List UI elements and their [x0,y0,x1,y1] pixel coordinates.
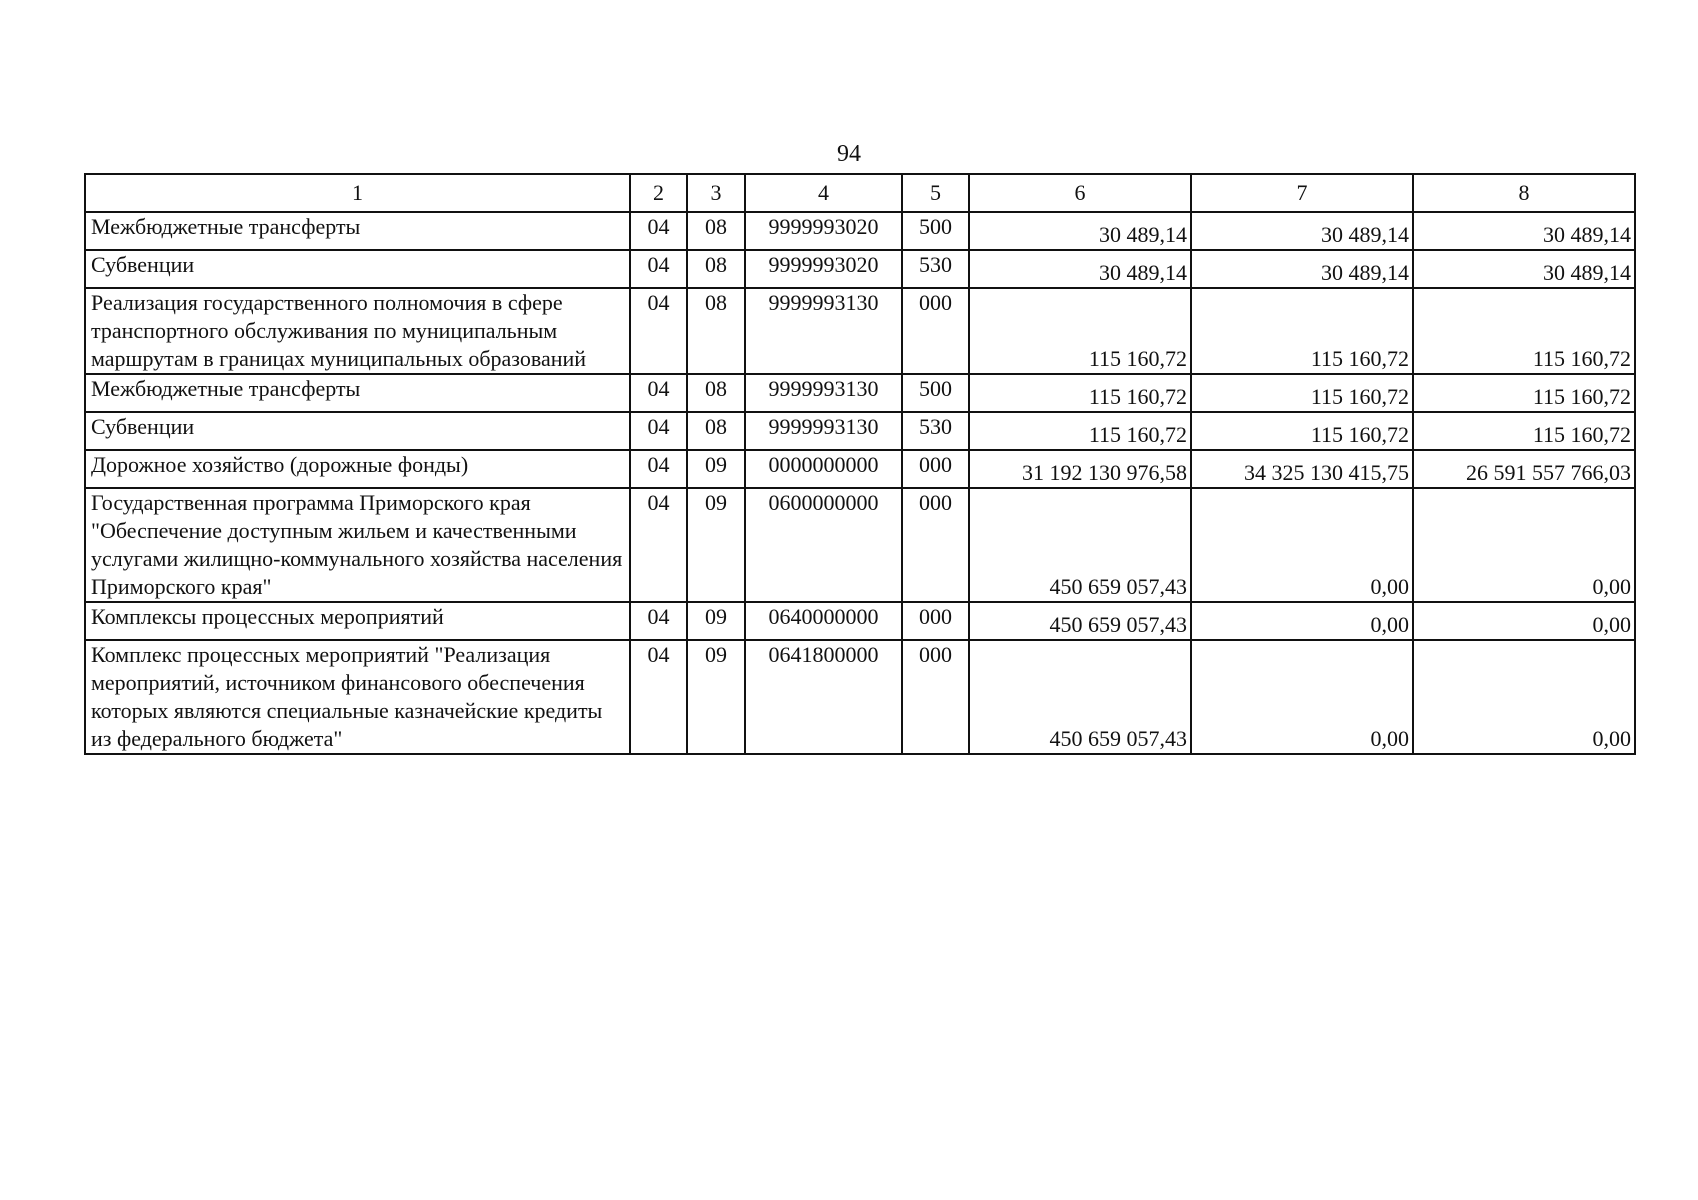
amount-col6-cell: 450 659 057,43 [969,640,1191,754]
expense-type-cell: 000 [902,450,969,488]
subsection-code-cell: 08 [687,288,745,374]
table-row [85,412,1635,450]
subsection-code-cell: 09 [687,450,745,488]
row-name-cell: Субвенции [85,250,630,288]
subsection-code-cell: 08 [687,374,745,412]
table-row [85,450,1635,488]
amount-col8-cell: 0,00 [1413,602,1635,640]
amount-col8-cell: 26 591 557 766,03 [1413,450,1635,488]
table-row [85,602,1635,640]
header-cell: 1 [85,174,630,212]
amount-col8-cell: 30 489,14 [1413,212,1635,250]
row-name-cell: Реализация государственного полномочия в сфере транспортного обслуживания по муниципальным маршрутам в границах муниципальных образований [85,288,630,374]
subsection-code-cell: 08 [687,250,745,288]
expense-type-cell: 530 [902,412,969,450]
table-header-row [85,174,1635,212]
amount-col6-cell: 115 160,72 [969,374,1191,412]
header-cell: 4 [745,174,902,212]
target-article-cell: 9999993020 [745,212,902,250]
section-code-cell: 04 [630,640,687,754]
subsection-code-cell: 08 [687,212,745,250]
section-code-cell: 04 [630,374,687,412]
table-row [85,250,1635,288]
amount-col8-cell: 115 160,72 [1413,288,1635,374]
row-name-cell: Субвенции [85,412,630,450]
section-code-cell: 04 [630,412,687,450]
amount-col7-cell: 34 325 130 415,75 [1191,450,1413,488]
amount-col6-cell: 31 192 130 976,58 [969,450,1191,488]
header-cell: 3 [687,174,745,212]
row-name-cell: Государственная программа Приморского края "Обеспечение доступным жильем и качественными услугами жилищно-коммунального хозяйства населения Приморского края" [85,488,630,602]
target-article-cell: 0641800000 [745,640,902,754]
section-code-cell: 04 [630,450,687,488]
row-name-cell: Комплексы процессных мероприятий [85,602,630,640]
section-code-cell: 04 [630,212,687,250]
header-cell: 5 [902,174,969,212]
table-row [85,640,1635,754]
amount-col6-cell: 115 160,72 [969,412,1191,450]
header-cell: 8 [1413,174,1635,212]
row-name-cell: Межбюджетные трансферты [85,374,630,412]
expense-type-cell: 000 [902,488,969,602]
row-name-cell: Комплекс процессных мероприятий "Реализация мероприятий, источником финансового обеспечения которых являются специальные казначейские кредиты из федерального бюджета" [85,640,630,754]
row-name-cell: Межбюджетные трансферты [85,212,630,250]
amount-col8-cell: 115 160,72 [1413,412,1635,450]
amount-col7-cell: 115 160,72 [1191,374,1413,412]
target-article-cell: 0640000000 [745,602,902,640]
target-article-cell: 0000000000 [745,450,902,488]
subsection-code-cell: 09 [687,640,745,754]
budget-table [84,173,1636,755]
amount-col6-cell: 450 659 057,43 [969,488,1191,602]
amount-col7-cell: 0,00 [1191,640,1413,754]
row-name-cell: Дорожное хозяйство (дорожные фонды) [85,450,630,488]
expense-type-cell: 530 [902,250,969,288]
target-article-cell: 0600000000 [745,488,902,602]
amount-col8-cell: 115 160,72 [1413,374,1635,412]
amount-col7-cell: 0,00 [1191,602,1413,640]
table-row [85,374,1635,412]
section-code-cell: 04 [630,488,687,602]
section-code-cell: 04 [630,288,687,374]
table-row [85,488,1635,602]
expense-type-cell: 500 [902,212,969,250]
subsection-code-cell: 08 [687,412,745,450]
header-cell: 6 [969,174,1191,212]
amount-col7-cell: 115 160,72 [1191,412,1413,450]
expense-type-cell: 500 [902,374,969,412]
expense-type-cell: 000 [902,602,969,640]
amount-col7-cell: 30 489,14 [1191,212,1413,250]
amount-col6-cell: 30 489,14 [969,250,1191,288]
amount-col7-cell: 115 160,72 [1191,288,1413,374]
expense-type-cell: 000 [902,288,969,374]
amount-col6-cell: 30 489,14 [969,212,1191,250]
page-number: 94 [837,141,861,167]
table-row [85,212,1635,250]
amount-col8-cell: 0,00 [1413,640,1635,754]
subsection-code-cell: 09 [687,488,745,602]
table-row [85,288,1635,374]
target-article-cell: 9999993020 [745,250,902,288]
target-article-cell: 9999993130 [745,288,902,374]
amount-col6-cell: 115 160,72 [969,288,1191,374]
target-article-cell: 9999993130 [745,412,902,450]
target-article-cell: 9999993130 [745,374,902,412]
amount-col8-cell: 30 489,14 [1413,250,1635,288]
amount-col7-cell: 0,00 [1191,488,1413,602]
subsection-code-cell: 09 [687,602,745,640]
amount-col6-cell: 450 659 057,43 [969,602,1191,640]
section-code-cell: 04 [630,602,687,640]
section-code-cell: 04 [630,250,687,288]
header-cell: 7 [1191,174,1413,212]
expense-type-cell: 000 [902,640,969,754]
amount-col8-cell: 0,00 [1413,488,1635,602]
header-cell: 2 [630,174,687,212]
amount-col7-cell: 30 489,14 [1191,250,1413,288]
